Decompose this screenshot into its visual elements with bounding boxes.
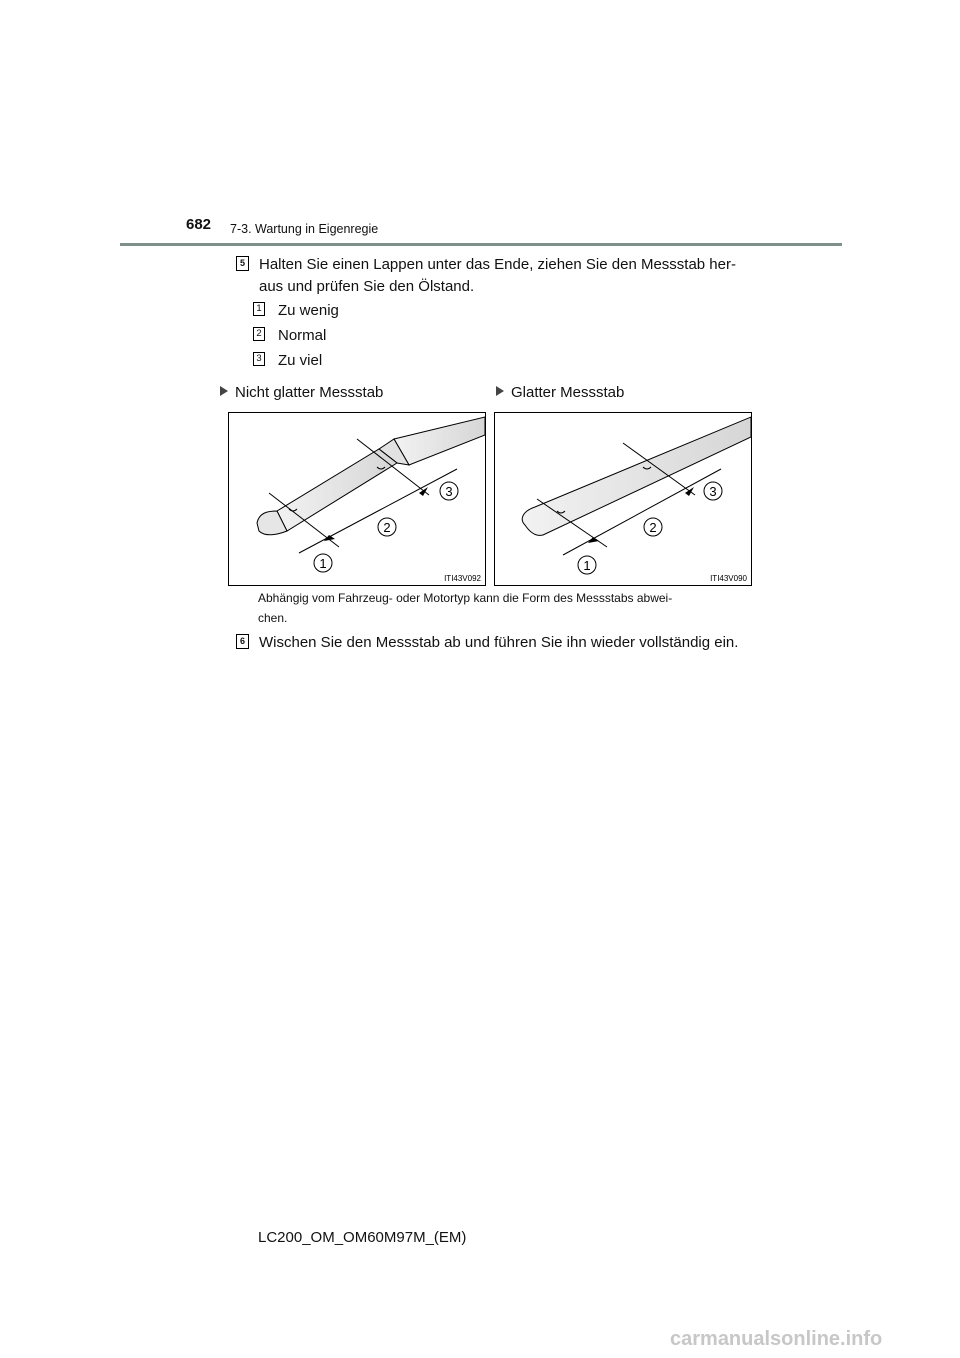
step-6-marker: 6 bbox=[236, 634, 249, 649]
callout-3: 3 bbox=[445, 484, 453, 499]
section-title: 7-3. Wartung in Eigenregie bbox=[230, 222, 379, 236]
watermark: carmanualsonline.info bbox=[670, 1328, 883, 1350]
variant-title-right bbox=[496, 384, 624, 401]
step-5-marker: 5 bbox=[236, 256, 249, 271]
item-2-marker: 2 bbox=[253, 327, 265, 341]
triangle-bullet-icon bbox=[220, 386, 228, 396]
step-5-text-line2: aus und prüfen Sie den Ölstand. bbox=[259, 278, 475, 295]
figure-caption bbox=[258, 588, 748, 628]
figure-right-dipstick bbox=[494, 412, 752, 586]
header-divider bbox=[120, 243, 842, 246]
callout-2: 2 bbox=[649, 520, 657, 535]
variant-title-left bbox=[220, 384, 383, 401]
item-3-marker: 3 bbox=[253, 352, 265, 366]
item-3-label: Zu viel bbox=[278, 352, 323, 369]
callout-1: 1 bbox=[319, 556, 327, 571]
triangle-bullet-icon bbox=[496, 386, 504, 396]
dipstick-illustration-left bbox=[229, 413, 485, 585]
figure-code-right: ITI43V090 bbox=[710, 574, 747, 583]
callout-1: 1 bbox=[583, 558, 591, 573]
document-code: LC200_OM_OM60M97M_(EM) bbox=[258, 1229, 467, 1246]
callout-3: 3 bbox=[709, 484, 717, 499]
step-5-text-line1: Halten Sie einen Lappen unter das Ende, ziehen Sie den Messstab her- bbox=[259, 256, 736, 273]
item-1-marker: 1 bbox=[253, 302, 265, 316]
step-6-text: Wischen Sie den Messstab ab und führen Sie ihn wieder vollständig ein. bbox=[259, 634, 739, 651]
figure-left-dipstick bbox=[228, 412, 486, 586]
page-number: 682 bbox=[186, 216, 212, 233]
figure-caption-line2: chen. bbox=[258, 611, 288, 625]
item-2-label: Normal bbox=[278, 327, 327, 344]
variant-title-right-text: Glatter Messstab bbox=[511, 384, 625, 401]
dipstick-illustration-right bbox=[495, 413, 751, 585]
variant-title-left-text: Nicht glatter Messstab bbox=[235, 384, 384, 401]
callout-2: 2 bbox=[383, 520, 391, 535]
figure-code-left: ITI43V092 bbox=[444, 574, 481, 583]
figure-caption-line1: Abhängig vom Fahrzeug- oder Motortyp kann die Form des Messstabs abwei- bbox=[258, 591, 673, 605]
item-1-label: Zu wenig bbox=[278, 302, 339, 319]
